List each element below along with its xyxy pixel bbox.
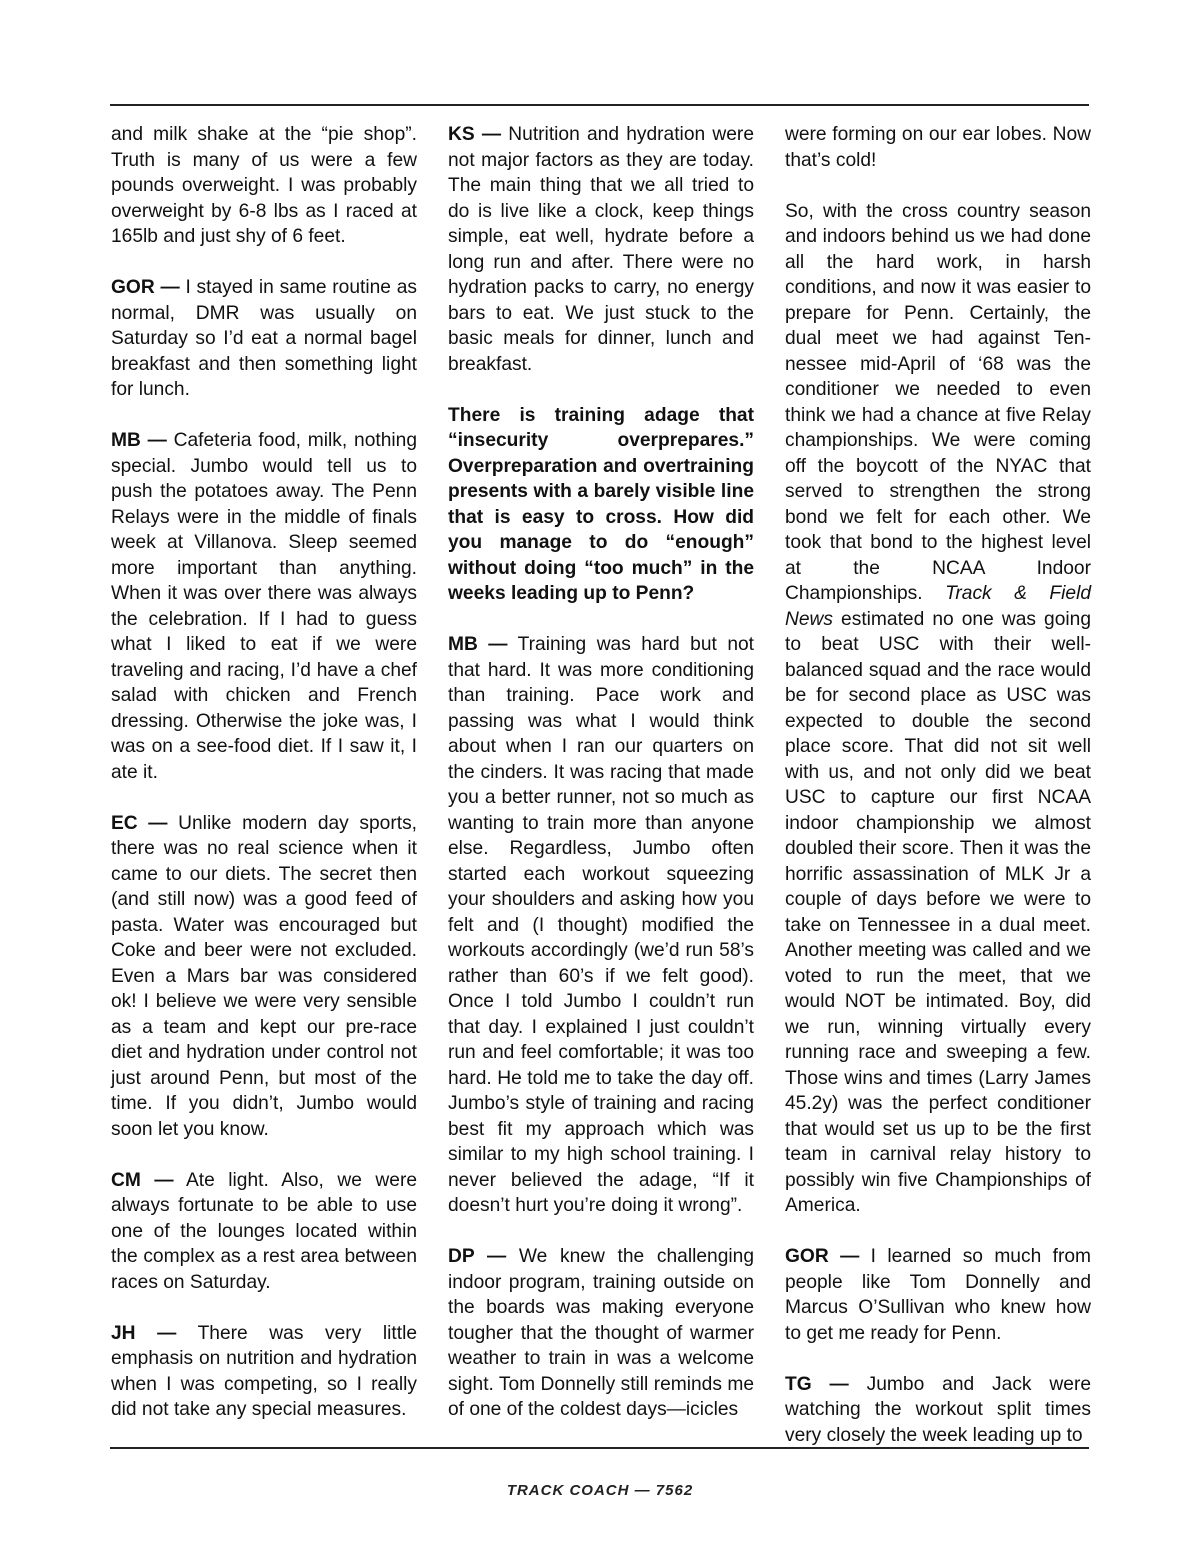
speaker-tag: CM — — [111, 1169, 174, 1191]
speaker-tag: MB — — [111, 430, 167, 451]
paragraph-narrative: So, with the cross country season and indoors behind us we had done all the hard work, in harsh conditions, and now it was easier to prepare for Penn. Certainly, the dual meet we had against Tennessee mid-April of ‘68 was the conditioner we needed to even think we had a chance at five Relay championships. We were coming off the boycott of the NYAC that served to strengthen the strong bond we felt for each other. We took that bond to the highest level at the NCAA Indoor Championships. Track & Field News estimated no one was going to beat USC with their well-balanced squad and the race would be for second place as USC was expected to double the second place score. That did not sit well with us, and not only did we beat USC to capture our first NCAA indoor championship we almost doubled their score. Then it was the horrific assassination of MLK Jr a couple of days before we were to take on Tennessee in a dual meet. Another meeting was called and we voted to run the meet, that we would NOT be intimated. Boy, did we run, winning virtually every running race and sweeping a few. Those wins and times (Larry James 45.2y) was the perfect conditioner that would set us up to be the first team in carnival relay history to possibly win five Championships of America. — [785, 200, 1091, 1216]
speaker-tag: JH — — [111, 1322, 177, 1344]
paragraph-jh: JH — There was very little emphasis on nutrition and hydration when I was competing, so I really did not take any special measures. — [111, 1322, 418, 1420]
paragraph-mb: MB — Training was hard but not that hard. It was more conditioning than training. Pace work and passing was what I would think about when I ran our quarters on the cinders. It was racing that made you a better runner, not so much as wanting to train more than anyone else. Regardless, Jumbo often started each workout squeezing your shoulders and asking how you felt and (I thought) modified the workouts accordingly (we’d run 58’s rather than 60’s if we felt good). Once I told Jumbo I couldn’t run that day. I explained I just couldn’t run and feel comfortable; it was too hard. He told me to take the day off. Jumbo’s style of training and racing best fit my approach which was similar to my high school training. I never believed the adage, “If it doesn’t hurt you’re doing it wrong”. — [448, 634, 754, 1216]
interview-question: There is training adage that “insecurity overprepares.” Overpreparation and overtraining presents with a barely visible line that is easy to cross. How did you manage to do “enough” without doing “too much” in the weeks leading up to Penn? — [448, 404, 754, 604]
top-rule — [110, 104, 1089, 106]
publication-title: Track & Field News — [785, 583, 1091, 630]
speaker-tag: MB — — [448, 634, 508, 655]
paragraph-ec: EC — Unlike modern day sports, there was no real science when it came to our diets. The secret then (and still now) was a good feed of pasta. Water was encouraged but Coke and beer were not excluded. Even a Mars bar was considered ok! I believe we were very sensible as a team and kept our pre-race diet and hydration under control not just around Penn, but most of the time. If you didn’t, Jumbo would soon let you know. — [111, 812, 417, 1140]
page-footer: TRACK COACH — 7562 — [506, 1482, 694, 1499]
paragraph-mb: MB — Cafeteria food, milk, nothing special. Jumbo would tell us to push the potatoes away. The Penn Relays were in the middle of finals week at Villanova. Sleep seemed more important than anything. When it was over there was always the celebration. If I had to guess what I liked to eat if we were traveling and racing, I’d have a chef salad with chicken and French dressing. Otherwise the joke was, I was on a see-food diet. If I saw it, I ate it. — [111, 430, 417, 783]
paragraph-ks: KS — Nutrition and hydration were not major factors as they are today. The main thing that we all tried to do is live like a clock, keep things simple, eat well, hydrate before a long run and after. There were no hydration packs to carry, no energy bars to eat. We just stuck to the basic meals for dinner, lunch and breakfast. — [448, 124, 754, 375]
paragraph-gor: GOR — I learned so much from people like Tom Donnelly and Marcus O’Sullivan who knew how to get me ready for Penn. — [785, 1246, 1091, 1344]
speaker-tag: GOR — — [111, 277, 180, 298]
column-2 — [448, 122, 754, 1448]
speaker-tag: KS — — [448, 124, 502, 145]
paragraph-dp: DP — We knew the challenging indoor program, training outside on the boards was making everyone tougher that the thought of warmer weather to train in was a welcome sight. Tom Donnelly still reminds me of one of the coldest days—icicles — [448, 1246, 754, 1420]
column-3 — [785, 122, 1091, 1474]
speaker-tag: TG — — [785, 1373, 849, 1395]
speaker-tag: DP — — [448, 1246, 507, 1267]
column-1 — [111, 122, 417, 1448]
paragraph-gor: GOR — I stayed in same routine as normal, DMR was usually on Saturday so I’d eat a normal bagel breakfast and then something light for lunch. — [111, 277, 417, 400]
paragraph-continuation: and milk shake at the “pie shop”. Truth is many of us were a few pounds overweight. I was probably overweight by 6-8 lbs as I raced at 165lb and just shy of 6 feet. — [111, 124, 417, 247]
speaker-tag: EC — — [111, 812, 168, 834]
paragraph-cm: CM — Ate light. Also, we were always fortunate to be able to use one of the lounges located within the complex as a rest area between races on Saturday. — [111, 1169, 418, 1293]
paragraph-tg: TG — Jumbo and Jack were watching the workout split times very closely the week leading up to — [785, 1373, 1092, 1446]
speaker-tag: GOR — — [785, 1246, 860, 1267]
bottom-rule — [110, 1447, 1089, 1449]
paragraph-continuation: were forming on our ear lobes. Now that’s cold! — [785, 124, 1091, 171]
